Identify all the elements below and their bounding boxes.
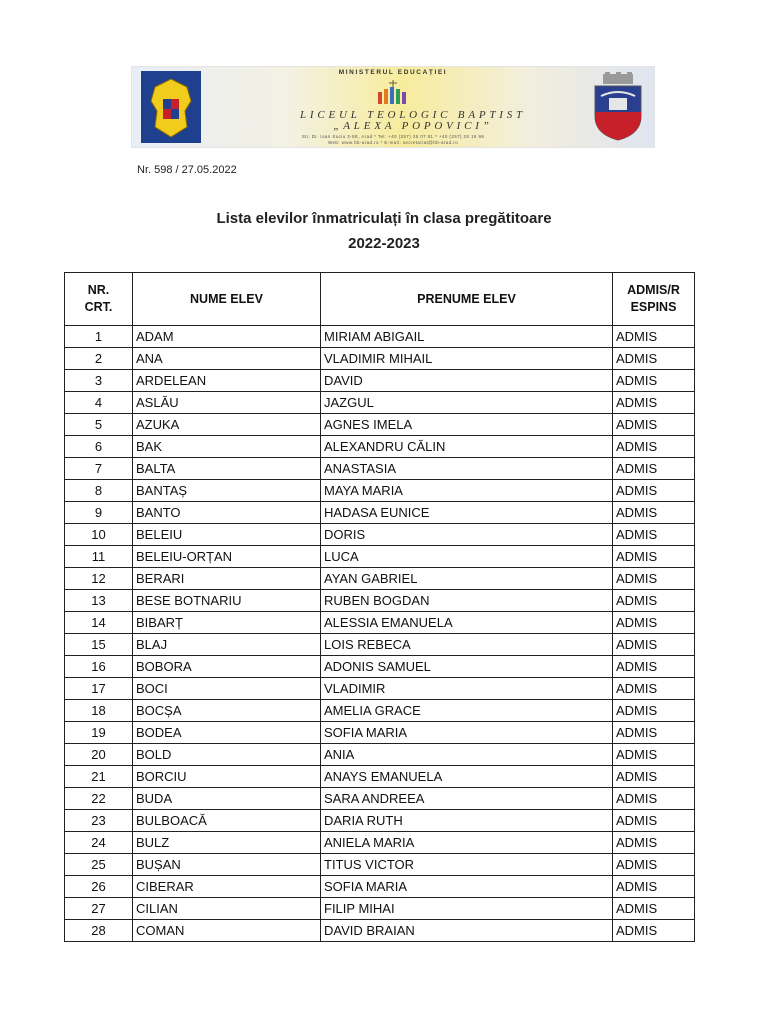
student-surname-cell: CIBERAR (133, 876, 321, 898)
table-row (65, 524, 695, 546)
student-surname-cell: BALTA (133, 458, 321, 480)
table-row (65, 678, 695, 700)
table-row (65, 326, 695, 348)
admission-status-cell: ADMIS (613, 370, 695, 392)
student-firstname-cell: RUBEN BOGDAN (321, 590, 613, 612)
header-nr-line1: NR. (87, 283, 110, 297)
student-surname-cell: ANA (133, 348, 321, 370)
admission-status-cell: ADMIS (613, 612, 695, 634)
students-table (64, 272, 695, 942)
admission-status-cell: ADMIS (613, 524, 695, 546)
school-web-email: Web: www.ltb-arad.ro * E-mail: secretariat@ltb-arad.ro (327, 140, 459, 145)
student-firstname-cell: ANIA (321, 744, 613, 766)
admission-status-cell: ADMIS (613, 920, 695, 942)
student-surname-cell: BELEIU (133, 524, 321, 546)
student-surname-cell: BANTO (133, 502, 321, 524)
students-table-body (65, 326, 695, 942)
admission-status-cell: ADMIS (613, 876, 695, 898)
row-number-cell: 19 (65, 722, 133, 744)
admission-status-cell: ADMIS (613, 788, 695, 810)
student-firstname-cell: DARIA RUTH (321, 810, 613, 832)
table-row (65, 634, 695, 656)
school-logo-icon (376, 80, 410, 106)
student-surname-cell: BULZ (133, 832, 321, 854)
student-firstname-cell: MAYA MARIA (321, 480, 613, 502)
table-row (65, 436, 695, 458)
table-row (65, 656, 695, 678)
student-firstname-cell: LOIS REBECA (321, 634, 613, 656)
student-surname-cell: ADAM (133, 326, 321, 348)
header-nr-crt (65, 273, 133, 326)
row-number-cell: 22 (65, 788, 133, 810)
admission-status-cell: ADMIS (613, 436, 695, 458)
student-firstname-cell: ADONIS SAMUEL (321, 656, 613, 678)
student-surname-cell: BELEIU-ORȚAN (133, 546, 321, 568)
student-firstname-cell: LUCA (321, 546, 613, 568)
student-firstname-cell: AYAN GABRIEL (321, 568, 613, 590)
student-firstname-cell: MIRIAM ABIGAIL (321, 326, 613, 348)
admission-status-cell: ADMIS (613, 854, 695, 876)
row-number-cell: 25 (65, 854, 133, 876)
student-surname-cell: BUDA (133, 788, 321, 810)
row-number-cell: 17 (65, 678, 133, 700)
table-row (65, 458, 695, 480)
admission-status-cell: ADMIS (613, 678, 695, 700)
row-number-cell: 13 (65, 590, 133, 612)
student-firstname-cell: VLADIMIR MIHAIL (321, 348, 613, 370)
school-name-line2: „ALEXA POPOVICI” (333, 120, 493, 132)
student-firstname-cell: ANIELA MARIA (321, 832, 613, 854)
row-number-cell: 24 (65, 832, 133, 854)
student-firstname-cell: SARA ANDREEA (321, 788, 613, 810)
admission-status-cell: ADMIS (613, 348, 695, 370)
row-number-cell: 26 (65, 876, 133, 898)
row-number-cell: 28 (65, 920, 133, 942)
ministry-label: MINISTERUL EDUCAȚIEI (338, 69, 448, 76)
admission-status-cell: ADMIS (613, 502, 695, 524)
row-number-cell: 16 (65, 656, 133, 678)
student-surname-cell: AZUKA (133, 414, 321, 436)
student-firstname-cell: SOFIA MARIA (321, 722, 613, 744)
student-firstname-cell: ALEXANDRU CĂLIN (321, 436, 613, 458)
header-status (613, 273, 695, 326)
table-row (65, 788, 695, 810)
row-number-cell: 6 (65, 436, 133, 458)
row-number-cell: 12 (65, 568, 133, 590)
student-firstname-cell: AMELIA GRACE (321, 700, 613, 722)
admission-status-cell: ADMIS (613, 480, 695, 502)
row-number-cell: 5 (65, 414, 133, 436)
table-row (65, 590, 695, 612)
document-number: Nr. 598 / 27.05.2022 (137, 164, 237, 176)
student-firstname-cell: ANAYS EMANUELA (321, 766, 613, 788)
table-row (65, 898, 695, 920)
header-status-line2: ESPINS (630, 300, 677, 314)
row-number-cell: 10 (65, 524, 133, 546)
arad-coat-of-arms-icon (589, 72, 647, 142)
student-surname-cell: BLAJ (133, 634, 321, 656)
admission-status-cell: ADMIS (613, 898, 695, 920)
table-row (65, 700, 695, 722)
header-status-line1: ADMIS/R (627, 283, 680, 297)
table-row (65, 370, 695, 392)
table-row (65, 480, 695, 502)
table-row (65, 766, 695, 788)
student-firstname-cell: AGNES IMELA (321, 414, 613, 436)
student-surname-cell: BOCI (133, 678, 321, 700)
table-row (65, 502, 695, 524)
student-surname-cell: BOLD (133, 744, 321, 766)
admission-status-cell: ADMIS (613, 700, 695, 722)
admission-status-cell: ADMIS (613, 590, 695, 612)
row-number-cell: 8 (65, 480, 133, 502)
document-school-year: 2022-2023 (348, 235, 420, 252)
admission-status-cell: ADMIS (613, 414, 695, 436)
admission-status-cell: ADMIS (613, 568, 695, 590)
row-number-cell: 21 (65, 766, 133, 788)
student-surname-cell: ASLĂU (133, 392, 321, 414)
row-number-cell: 9 (65, 502, 133, 524)
table-row (65, 612, 695, 634)
romania-coat-of-arms-icon (141, 71, 201, 143)
student-surname-cell: BERARI (133, 568, 321, 590)
admission-status-cell: ADMIS (613, 546, 695, 568)
student-surname-cell: BESE BOTNARIU (133, 590, 321, 612)
student-firstname-cell: VLADIMIR (321, 678, 613, 700)
student-surname-cell: BULBOACĂ (133, 810, 321, 832)
row-number-cell: 27 (65, 898, 133, 920)
table-row (65, 810, 695, 832)
row-number-cell: 11 (65, 546, 133, 568)
row-number-cell: 23 (65, 810, 133, 832)
row-number-cell: 3 (65, 370, 133, 392)
student-surname-cell: BUȘAN (133, 854, 321, 876)
student-surname-cell: BIBARȚ (133, 612, 321, 634)
school-name-line1: LICEUL TEOLOGIC BAPTIST (300, 109, 526, 121)
table-row (65, 568, 695, 590)
header-nr-line2: CRT. (84, 300, 113, 314)
letterhead-banner (131, 66, 655, 148)
admission-status-cell: ADMIS (613, 832, 695, 854)
student-firstname-cell: TITUS VICTOR (321, 854, 613, 876)
admission-status-cell: ADMIS (613, 656, 695, 678)
row-number-cell: 15 (65, 634, 133, 656)
student-firstname-cell: HADASA EUNICE (321, 502, 613, 524)
row-number-cell: 4 (65, 392, 133, 414)
row-number-cell: 1 (65, 326, 133, 348)
student-firstname-cell: JAZGUL (321, 392, 613, 414)
admission-status-cell: ADMIS (613, 326, 695, 348)
table-row (65, 744, 695, 766)
student-surname-cell: BOBORA (133, 656, 321, 678)
student-firstname-cell: DORIS (321, 524, 613, 546)
student-surname-cell: ARDELEAN (133, 370, 321, 392)
table-row (65, 392, 695, 414)
table-row (65, 832, 695, 854)
student-surname-cell: BORCIU (133, 766, 321, 788)
admission-status-cell: ADMIS (613, 722, 695, 744)
table-header-row (65, 273, 695, 326)
student-firstname-cell: SOFIA MARIA (321, 876, 613, 898)
admission-status-cell: ADMIS (613, 392, 695, 414)
admission-status-cell: ADMIS (613, 744, 695, 766)
student-firstname-cell: DAVID BRAIAN (321, 920, 613, 942)
header-prenume-elev: PRENUME ELEV (321, 273, 613, 326)
admission-status-cell: ADMIS (613, 634, 695, 656)
admission-status-cell: ADMIS (613, 766, 695, 788)
row-number-cell: 14 (65, 612, 133, 634)
school-address: Str. Dr. Ioan Suciu 3-5E, Arad * Tel: +40 (257) 25 07 81 * +40 (257) 20 19 96 (301, 134, 485, 139)
header-nume-elev: NUME ELEV (133, 273, 321, 326)
table-row (65, 854, 695, 876)
student-surname-cell: BANTAȘ (133, 480, 321, 502)
table-row (65, 722, 695, 744)
table-row (65, 876, 695, 898)
row-number-cell: 18 (65, 700, 133, 722)
admission-status-cell: ADMIS (613, 458, 695, 480)
student-surname-cell: BOCȘA (133, 700, 321, 722)
student-surname-cell: BAK (133, 436, 321, 458)
admission-status-cell: ADMIS (613, 810, 695, 832)
row-number-cell: 2 (65, 348, 133, 370)
table-row (65, 414, 695, 436)
student-firstname-cell: FILIP MIHAI (321, 898, 613, 920)
row-number-cell: 20 (65, 744, 133, 766)
student-surname-cell: COMAN (133, 920, 321, 942)
table-row (65, 546, 695, 568)
student-surname-cell: CILIAN (133, 898, 321, 920)
table-row (65, 920, 695, 942)
student-firstname-cell: DAVID (321, 370, 613, 392)
student-firstname-cell: ALESSIA EMANUELA (321, 612, 613, 634)
row-number-cell: 7 (65, 458, 133, 480)
table-row (65, 348, 695, 370)
document-title: Lista elevilor înmatriculați în clasa pregătitoare (216, 210, 552, 227)
student-firstname-cell: ANASTASIA (321, 458, 613, 480)
student-surname-cell: BODEA (133, 722, 321, 744)
